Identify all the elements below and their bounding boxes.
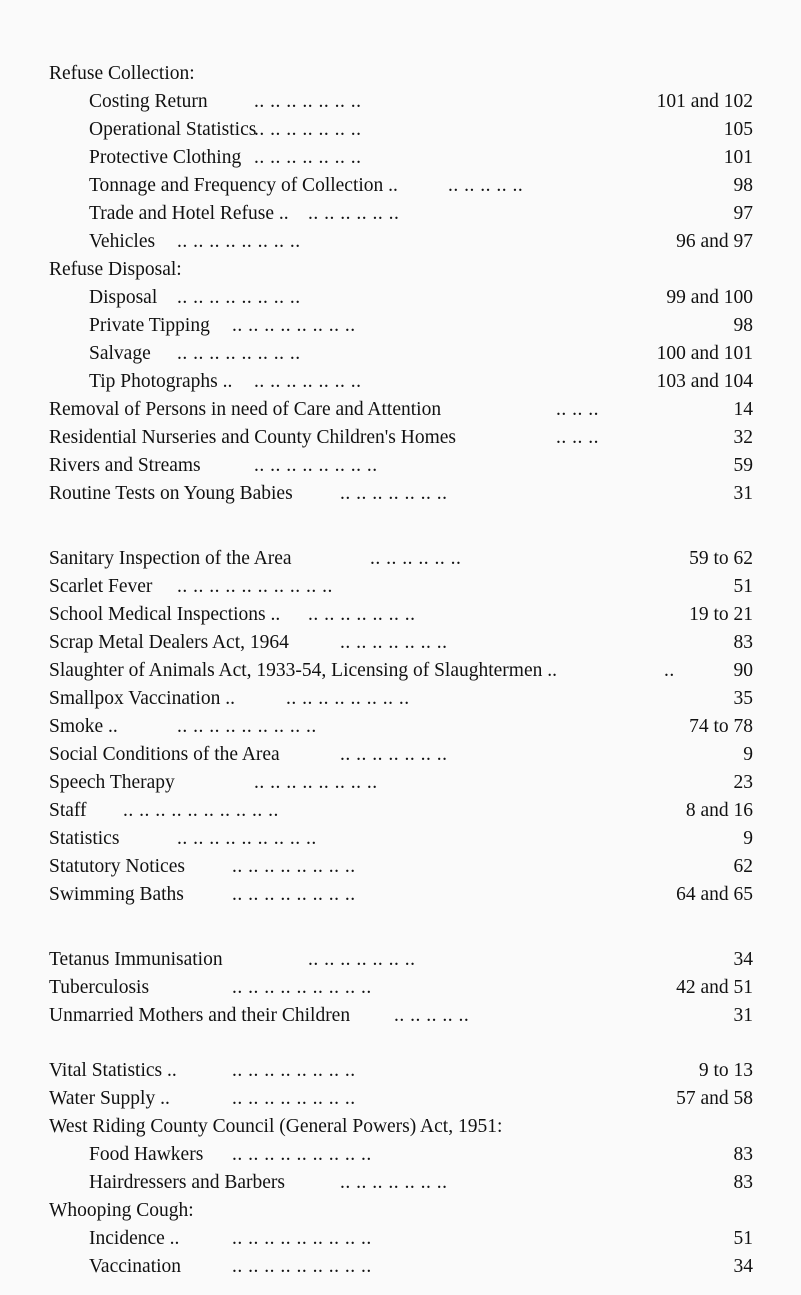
entry-label: Rivers and Streams — [49, 455, 201, 476]
index-entry — [0, 1140, 801, 1170]
index-entry — [0, 852, 801, 882]
page-reference: 57 and 58 — [676, 1088, 753, 1109]
dot-leader: .. .. .. .. .. .. .. .. — [232, 315, 356, 336]
entry-label: Removal of Persons in need of Care and Attention — [49, 399, 442, 420]
index-entry — [0, 479, 801, 509]
entry-label: Tetanus Immunisation — [49, 949, 223, 970]
dot-leader: .. .. .. .. .. .. .. — [254, 147, 362, 168]
page-reference: 34 — [733, 949, 753, 970]
dot-leader: .. .. .. .. .. .. .. .. — [254, 772, 378, 793]
dot-leader: .. .. .. .. .. .. .. .. — [232, 884, 356, 905]
dot-leader: .. — [664, 660, 675, 681]
entry-label: Residential Nurseries and County Children's Homes — [49, 427, 456, 448]
index-entry — [0, 973, 801, 1003]
dot-leader: .. .. .. .. .. — [448, 175, 524, 196]
page-reference: 103 and 104 — [656, 371, 753, 392]
index-entry — [0, 199, 801, 229]
index-entry — [0, 1084, 801, 1114]
dot-leader: .. .. .. — [556, 427, 599, 448]
index-entry — [0, 572, 801, 602]
entry-label: Water Supply .. — [49, 1088, 170, 1109]
dot-leader: .. .. .. .. .. .. .. — [340, 744, 448, 765]
index-entry — [0, 87, 801, 117]
page-reference: 42 and 51 — [676, 977, 753, 998]
index-entry — [0, 143, 801, 173]
entry-label: Statutory Notices — [49, 856, 185, 877]
index-entry — [0, 1252, 801, 1282]
dot-leader: .. .. .. .. .. .. — [308, 203, 400, 224]
index-entry — [0, 1224, 801, 1254]
page-reference: 14 — [733, 399, 753, 420]
index-entry — [0, 227, 801, 257]
page-reference: 59 to 62 — [689, 548, 753, 569]
entry-label: Tonnage and Frequency of Collection .. — [89, 175, 398, 196]
dot-leader: .. .. .. .. .. .. .. .. — [177, 231, 301, 252]
entry-label: Trade and Hotel Refuse .. — [89, 203, 289, 224]
dot-leader: .. .. .. — [556, 399, 599, 420]
index-entry — [0, 395, 801, 425]
entry-label: Tuberculosis — [49, 977, 150, 998]
dot-leader: .. .. .. .. .. .. .. .. .. — [232, 977, 372, 998]
entry-label: Swimming Baths — [49, 884, 184, 905]
entry-label: West Riding County Council (General Powers) Act, 1951: — [49, 1116, 503, 1137]
page-reference: 31 — [733, 483, 753, 504]
dot-leader: .. .. .. .. .. .. .. .. .. — [177, 828, 317, 849]
index-entry — [0, 339, 801, 369]
page-reference: 9 to 13 — [698, 1060, 753, 1081]
dot-leader: .. .. .. .. .. .. .. — [308, 604, 416, 625]
page-reference: 83 — [733, 1144, 753, 1165]
dot-leader: .. .. .. .. .. .. .. .. — [232, 856, 356, 877]
page-reference: 105 — [723, 119, 753, 140]
dot-leader: .. .. .. .. .. .. .. .. .. .. — [177, 576, 333, 597]
page-reference: 100 and 101 — [656, 343, 753, 364]
entry-label: Protective Clothing — [89, 147, 242, 168]
index-entry — [0, 423, 801, 453]
index-heading-refuse-collection — [0, 59, 801, 89]
page-reference: 19 to 21 — [689, 604, 753, 625]
entry-label: Smoke .. — [49, 716, 118, 737]
page-reference: 31 — [733, 1005, 753, 1026]
dot-leader: .. .. .. .. .. .. .. .. .. — [232, 1144, 372, 1165]
entry-label: Scarlet Fever — [49, 576, 153, 597]
index-entry — [0, 1168, 801, 1198]
dot-leader: .. .. .. .. .. .. .. .. .. — [232, 1256, 372, 1277]
dot-leader: .. .. .. .. .. .. .. .. .. — [177, 716, 317, 737]
dot-leader: .. .. .. .. .. .. .. .. — [177, 287, 301, 308]
index-entry — [0, 115, 801, 145]
page-reference: 59 — [733, 455, 753, 476]
entry-label: Sanitary Inspection of the Area — [49, 548, 292, 569]
entry-label: Social Conditions of the Area — [49, 744, 280, 765]
index-entry — [0, 796, 801, 826]
entry-label: Vital Statistics .. — [49, 1060, 177, 1081]
page-reference: 23 — [733, 772, 753, 793]
dot-leader: .. .. .. .. .. .. .. — [340, 483, 448, 504]
entry-label: Costing Return — [89, 91, 208, 112]
dot-leader: .. .. .. .. .. .. .. — [254, 119, 362, 140]
index-entry — [0, 740, 801, 770]
entry-label: Slaughter of Animals Act, 1933-54, Licensing of Slaughtermen .. — [49, 660, 557, 681]
page-reference: 74 to 78 — [689, 716, 753, 737]
index-entry — [0, 544, 801, 574]
dot-leader: .. .. .. .. .. .. .. .. — [177, 343, 301, 364]
entry-label: Whooping Cough: — [49, 1200, 194, 1221]
index-entry — [0, 712, 801, 742]
dot-leader: .. .. .. .. .. .. .. .. — [286, 688, 410, 709]
entry-label: Tip Photographs .. — [89, 371, 233, 392]
dot-leader: .. .. .. .. .. .. .. .. — [232, 1060, 356, 1081]
dot-leader: .. .. .. .. .. .. .. .. .. — [232, 1228, 372, 1249]
page-reference: 96 and 97 — [676, 231, 753, 252]
entry-label: Vaccination — [89, 1256, 182, 1277]
entry-label: Private Tipping — [89, 315, 210, 336]
dot-leader: .. .. .. .. .. — [394, 1005, 470, 1026]
page-reference: 83 — [733, 1172, 753, 1193]
entry-label: Refuse Collection: — [49, 63, 195, 84]
index-entry — [0, 1001, 801, 1031]
entry-label: Food Hawkers — [89, 1144, 204, 1165]
page-reference: 98 — [733, 175, 753, 196]
dot-leader: .. .. .. .. .. .. .. — [254, 91, 362, 112]
page-reference: 34 — [733, 1256, 753, 1277]
entry-label: Scrap Metal Dealers Act, 1964 — [49, 632, 289, 653]
entry-label: Disposal — [89, 287, 158, 308]
index-entry — [0, 880, 801, 910]
index-entry — [0, 451, 801, 481]
entry-label: School Medical Inspections .. — [49, 604, 281, 625]
page-reference: 51 — [733, 576, 753, 597]
page-reference: 8 and 16 — [685, 800, 753, 821]
page-reference: 97 — [733, 203, 753, 224]
entry-label: Hairdressers and Barbers — [89, 1172, 286, 1193]
dot-leader: .. .. .. .. .. .. .. — [340, 1172, 448, 1193]
page-reference: 99 and 100 — [666, 287, 753, 308]
index-entry — [0, 768, 801, 798]
dot-leader: .. .. .. .. .. .. .. — [254, 371, 362, 392]
index-entry — [0, 283, 801, 313]
entry-label: Vehicles — [89, 231, 156, 252]
page-reference: 98 — [733, 315, 753, 336]
dot-leader: .. .. .. .. .. .. .. — [308, 949, 416, 970]
entry-label: Refuse Disposal: — [49, 259, 182, 280]
page-reference: 83 — [733, 632, 753, 653]
entry-label: Statistics — [49, 828, 120, 849]
entry-label: Routine Tests on Young Babies — [49, 483, 293, 504]
index-entry — [0, 311, 801, 341]
page-reference: 9 — [743, 744, 753, 765]
page-reference: 64 and 65 — [676, 884, 753, 905]
index-entry — [0, 945, 801, 975]
entry-label: Smallpox Vaccination .. — [49, 688, 235, 709]
entry-label: Speech Therapy — [49, 772, 175, 793]
index-entry — [0, 367, 801, 397]
index-heading-whooping-cough — [0, 1196, 801, 1226]
index-entry — [0, 600, 801, 630]
dot-leader: .. .. .. .. .. .. .. — [340, 632, 448, 653]
page-reference: 90 — [733, 660, 753, 681]
index-entry — [0, 824, 801, 854]
entry-label: Unmarried Mothers and their Children — [49, 1005, 351, 1026]
entry-label: Salvage — [89, 343, 151, 364]
page-reference: 32 — [733, 427, 753, 448]
index-entry — [0, 628, 801, 658]
page-reference: 35 — [733, 688, 753, 709]
index-entry — [0, 1056, 801, 1086]
index-entry — [0, 684, 801, 714]
dot-leader: .. .. .. .. .. .. .. .. .. .. — [123, 800, 279, 821]
index-entry — [0, 656, 801, 686]
entry-label: Incidence .. — [89, 1228, 180, 1249]
entry-label: Staff — [49, 800, 87, 821]
page-reference: 51 — [733, 1228, 753, 1249]
page-reference: 62 — [733, 856, 753, 877]
dot-leader: .. .. .. .. .. .. .. .. — [254, 455, 378, 476]
index-heading-west-riding — [0, 1112, 801, 1142]
dot-leader: .. .. .. .. .. .. .. .. — [232, 1088, 356, 1109]
page-reference: 101 and 102 — [656, 91, 753, 112]
page-reference: 101 — [723, 147, 753, 168]
index-entry — [0, 171, 801, 201]
page-reference: 9 — [743, 828, 753, 849]
index-heading-refuse-disposal — [0, 255, 801, 285]
dot-leader: .. .. .. .. .. .. — [370, 548, 462, 569]
entry-label: Operational Statistics — [89, 119, 257, 140]
